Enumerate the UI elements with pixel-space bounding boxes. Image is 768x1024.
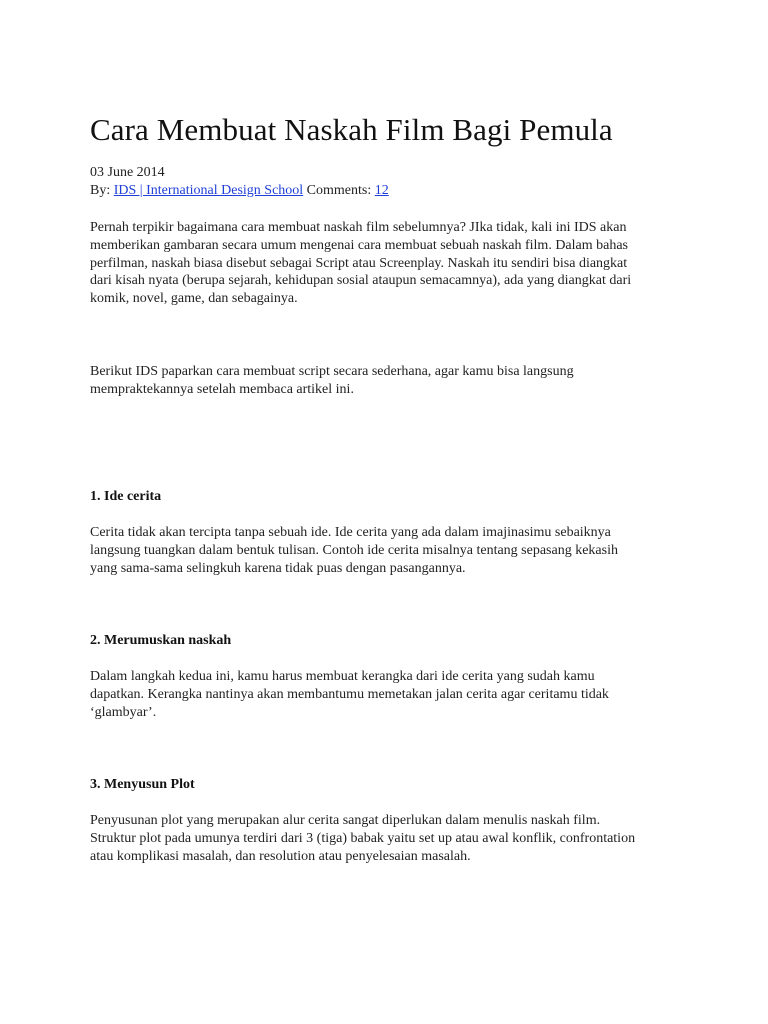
comments-label: Comments: [306, 183, 372, 198]
paragraph-line: langsung tuangkan dalam bentuk tulisan. Contoh ide cerita misalnya tentang sepasang kekasih [90, 542, 618, 558]
comments-count-link[interactable]: 12 [374, 183, 389, 198]
intro-paragraph [90, 219, 690, 308]
paragraph-line: Dalam langkah kedua ini, kamu harus membuat kerangka dari ide cerita yang sudah kamu [90, 669, 595, 684]
by-label: By: [90, 183, 111, 198]
paragraph-line: dapatkan. Kerangka nantinya akan membantumu memetakan jalan cerita agar ceritamu tidak [90, 686, 609, 702]
paragraph-line: yang sama-sama selingkuh karena tidak puas dengan pasangannya. [90, 560, 466, 576]
paragraph-line: mempraktekannya setelah membaca artikel ini. [90, 381, 354, 397]
section-paragraph-menyusun-plot [90, 812, 690, 865]
paragraph-line: Berikut IDS paparkan cara membuat script secara sederhana, agar kamu bisa langsung [90, 364, 574, 379]
paragraph-line: Pernah terpikir bagaimana cara membuat naskah film sebelumnya? JIka tidak, kali ini IDS akan [90, 220, 627, 235]
paragraph-line: dari kisah nyata (berupa sejarah, kehidupan sosial ataupun semacamnya), ada yang diangkat dari [90, 273, 632, 289]
article-title: Cara Membuat Naskah Film Bagi Pemula [90, 112, 613, 147]
section-heading-menyusun-plot: 3. Menyusun Plot [90, 777, 195, 792]
section-paragraph-ide-cerita [90, 524, 690, 577]
lead-paragraph [90, 363, 690, 399]
paragraph-line: atau komplikasi masalah, dan resolution atau penyelesaian masalah. [90, 848, 471, 864]
section-heading-ide-cerita: 1. Ide cerita [90, 489, 162, 504]
section-paragraph-merumuskan-naskah [90, 668, 690, 721]
section-heading-merumuskan-naskah: 2. Merumuskan naskah [90, 633, 232, 648]
paragraph-line: Cerita tidak akan tercipta tanpa sebuah ide. Ide cerita yang ada dalam imajinasimu sebaiknya [90, 525, 611, 540]
publish-date: 03 June 2014 [90, 165, 165, 180]
byline [90, 182, 389, 200]
paragraph-line: Struktur plot pada umunya terdiri dari 3 (tiga) babak yaitu set up atau awal konflik, confrontation [90, 830, 636, 846]
author-link[interactable]: IDS | International Design School [113, 183, 304, 198]
paragraph-line: komik, novel, game, dan sebagainya. [90, 291, 298, 307]
paragraph-line: perfilman, naskah biasa disebut sebagai Script atau Screenplay. Naskah itu sendiri bisa diangkat [90, 255, 628, 271]
paragraph-line: ‘glambyar’. [90, 704, 157, 720]
paragraph-line: memberikan gambaran secara umum mengenai cara membuat sebuah naskah film. Dalam bahas [90, 237, 629, 253]
paragraph-line: Penyusunan plot yang merupakan alur cerita sangat diperlukan dalam menulis naskah film. [90, 813, 601, 828]
